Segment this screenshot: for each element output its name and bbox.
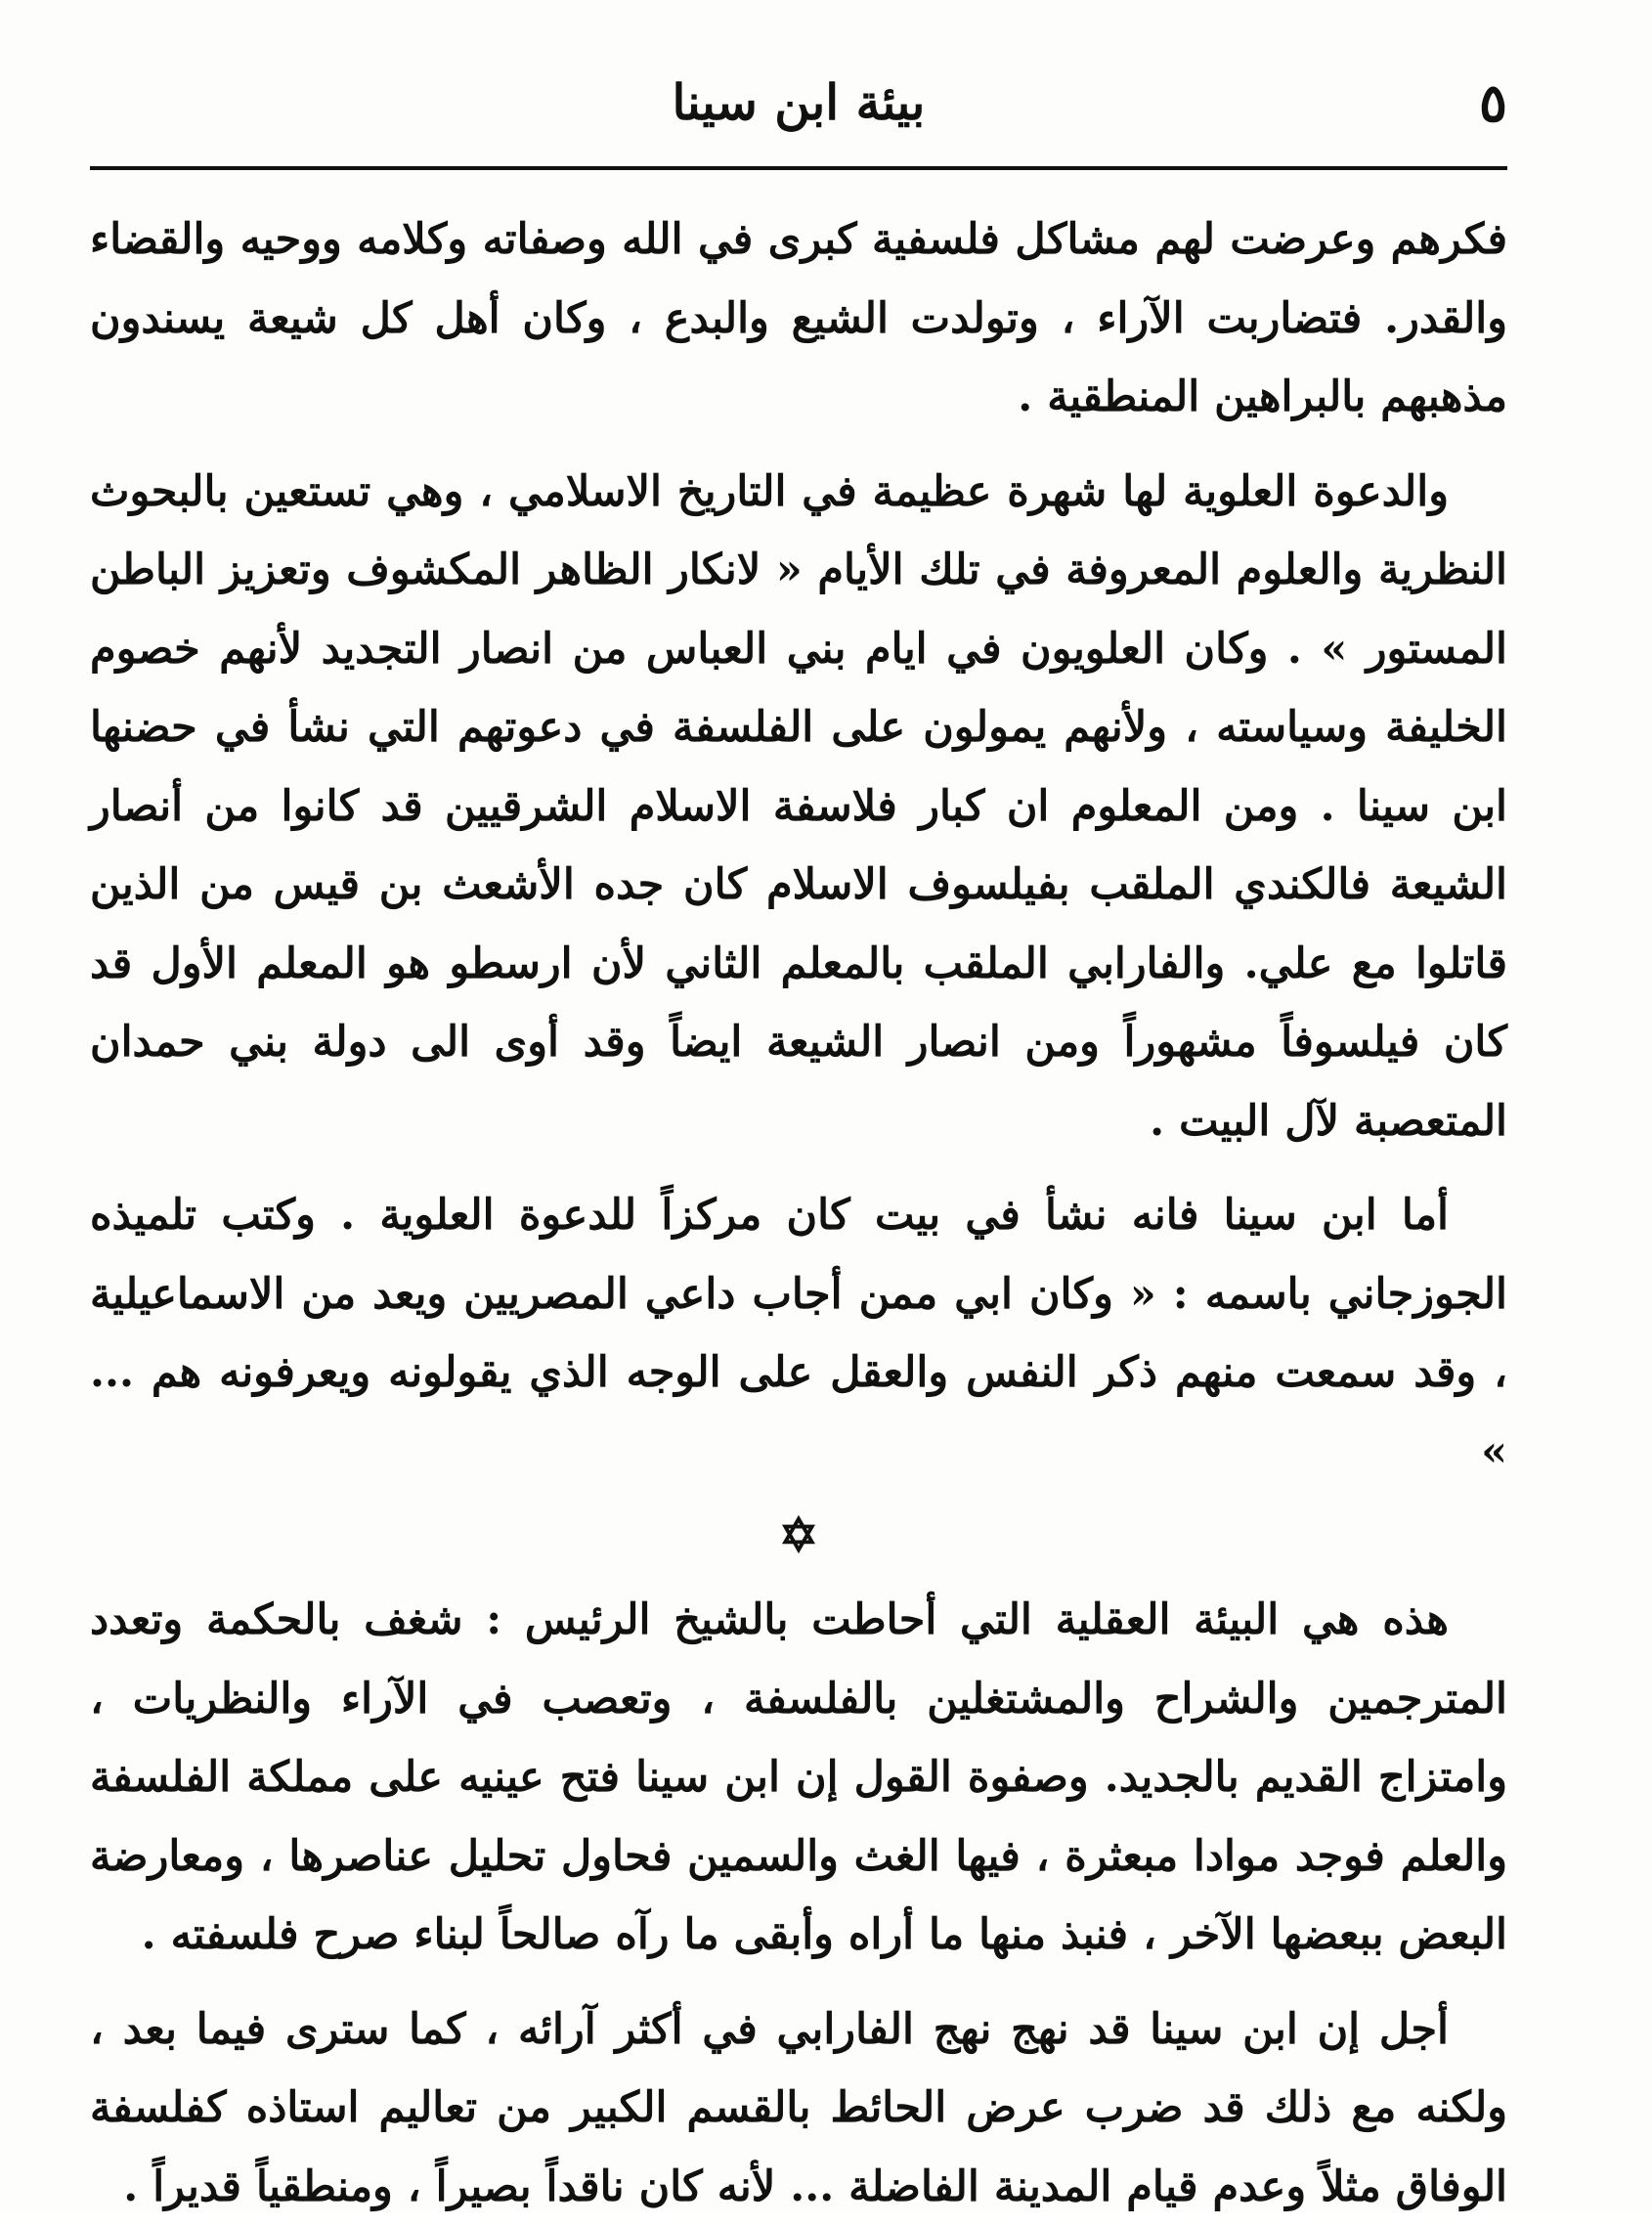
paragraph-3: أما ابن سينا فانه نشأ في بيت كان مركزاً للدعوة العلوية . وكتب تلميذه الجوزجاني باسمه : « وكان ابي ممن أجاب داعي المصريين ويعد من الاسماعيلية ، وقد سمعت منهم ذكر النفس والعقل على الوجه الذي يقولونه ويعرفونه هم ... »: [90, 1176, 1507, 1491]
paragraph-gap: [90, 1975, 1507, 1990]
page-body: [90, 200, 1507, 2226]
page-header: [90, 68, 1507, 137]
paragraph-1: فكرهم وعرضت لهم مشاكل فلسفية كبرى في الله وصفاته وكلامه ووحيه والقضاء والقدر. فتضاربت الآراء ، وتولدت الشيع والبدع ، وكان أهل كل شيعة يسندون مذهبهم بالبراهين المنطقية .: [90, 200, 1507, 437]
running-title: بيئة ابن سينا: [90, 68, 1507, 137]
page-number: ٥: [1479, 68, 1507, 137]
paragraph-4: هذه هي البيئة العقلية التي أحاطت بالشيخ الرئيس : شغف بالحكمة وتعدد المترجمين والشراح والمشتغلين بالفلسفة ، وتعصب في الآراء والنظريات ، وامتزاج القديم بالجديد. وصفوة القول إن ابن سينا فتح عينيه على مملكة الفلسفة والعلم فوجد موادا مبعثرة ، فيها الغث والسمين فحاول تحليل عناصرها ، ومعارضة البعض ببعضها الآخر ، فنبذ منها ما أراه وأبقى ما رآه صالحاً لبناء صرح فلسفته .: [90, 1581, 1507, 1975]
paragraph-gap: [90, 437, 1507, 453]
paragraph-gap: [90, 1565, 1507, 1581]
paragraph-gap: [90, 1491, 1507, 1506]
paragraph-gap: [90, 1160, 1507, 1176]
paragraph-5: أجل إن ابن سينا قد نهج نهج الفارابي في أكثر آرائه ، كما سترى فيما بعد ، ولكنه مع ذلك قد ضرب عرض الحائط بالقسم الكبير من تعاليم استاذه كفلسفة الوفاق مثلاً وعدم قيام المدينة الفاضلة ... لأنه كان ناقداً بصيراً ، ومنطقياً قديراً .: [90, 1990, 1507, 2226]
paragraph-2: والدعوة العلوية لها شهرة عظيمة في التاريخ الاسلامي ، وهي تستعين بالبحوث النظرية والعلوم المعروفة في تلك الأيام « لانكار الظاهر المكشوف وتعزيز الباطن المستور » . وكان العلويون في ايام بني العباس من انصار التجديد لأنهم خصوم الخليفة وسياسته ، ولأنهم يمولون على الفلسفة في دعوتهم التي نشأ في حضنها ابن سينا . ومن المعلوم ان كبار فلاسفة الاسلام الشرقيين قد كانوا من أنصار الشيعة فالكندي الملقب بفيلسوف الاسلام كان جده الأشعث بن قيس من الذين قاتلوا مع علي. والفارابي الملقب بالمعلم الثاني لأن ارسطو هو المعلم الأول قد كان فيلسوفاً مشهوراً ومن انصار الشيعة ايضاً وقد أوى الى دولة بني حمدان المتعصبة لآل البيت .: [90, 453, 1507, 1161]
section-ornament: ✡: [90, 1506, 1507, 1565]
header-rule: [90, 166, 1507, 170]
